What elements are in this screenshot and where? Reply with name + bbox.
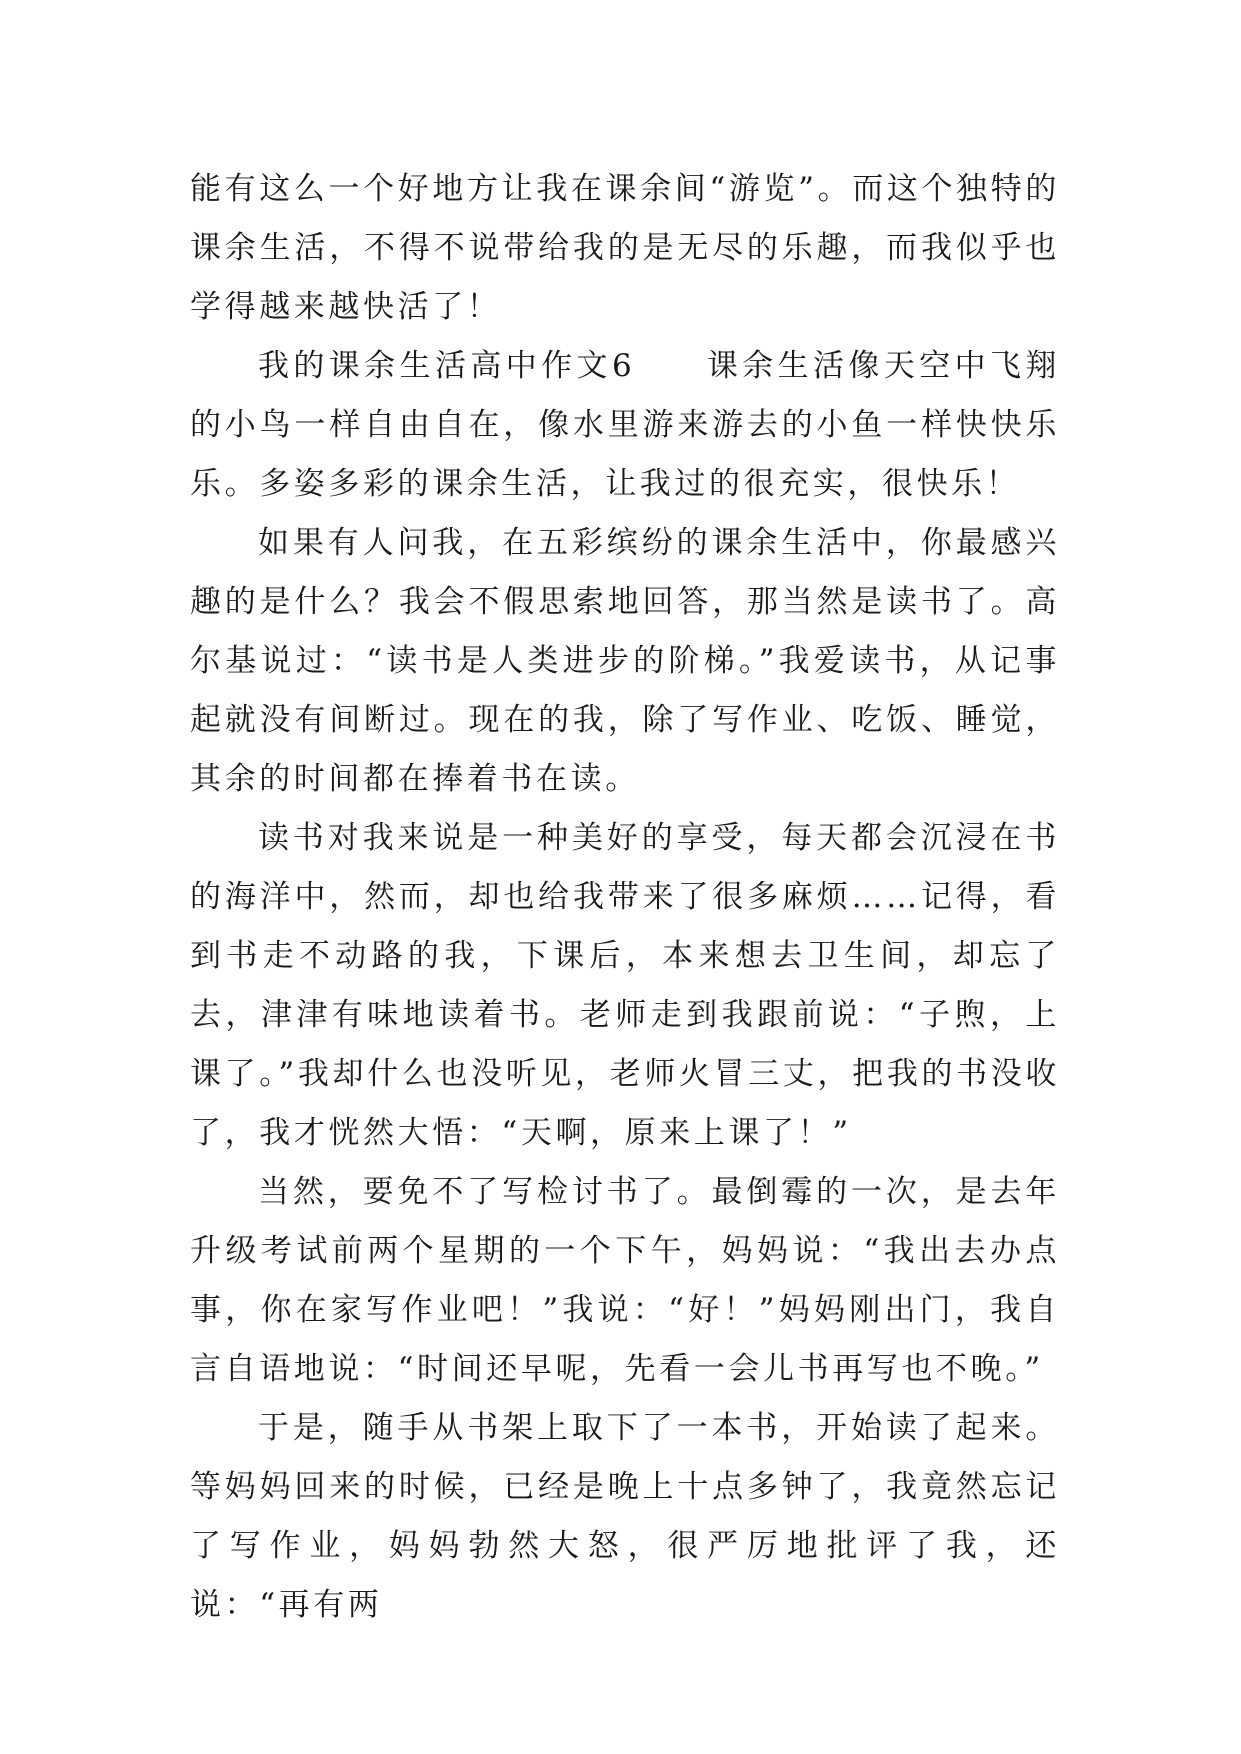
body-text <box>190 160 1060 1635</box>
paragraph-6: 于是，随手从书架上取下了一本书，开始读了起来。等妈妈回来的时候，已经是晚上十点多钟了，我竟然忘记了写作业，妈妈勃然大怒，很严厉地批评了我，还说：“再有两 <box>190 1410 1060 1623</box>
paragraph-1: 能有这么一个好地方让我在课余间“游览”。而这个独特的课余生活，不得不说带给我的是无尽的乐趣，而我似乎也学得越来越快活了！ <box>190 171 1060 325</box>
paragraph-4: 读书对我来说是一种美好的享受，每天都会沉浸在书的海洋中，然而，却也给我带来了很多麻烦……记得，看到书走不动路的我，下课后，本来想去卫生间，却忘了去，津津有味地读着书。老师走到我跟前说：“子煦，上课了。”我却什么也没听见，老师火冒三丈，把我的书没收了，我才恍然大悟：“天啊，原来上课了！” <box>190 820 1060 1151</box>
paragraph-3: 如果有人问我，在五彩缤纷的课余生活中，你最感兴趣的是什么？我会不假思索地回答，那当然是读书了。高尔基说过：“读书是人类进步的阶梯。”我爱读书，从记事起就没有间断过。现在的我，除了写作业、吃饭、睡觉，其余的时间都在捧着书在读。 <box>190 525 1060 797</box>
paragraph-5: 当然，要免不了写检讨书了。最倒霉的一次，是去年升级考试前两个星期的一个下午，妈妈说：“我出去办点事，你在家写作业吧！”我说：“好！”妈妈刚出门，我自言自语地说：“时间还早呢，先看一会儿书再写也不晚。” <box>190 1174 1060 1387</box>
paragraph-2: 我的课余生活高中作文6 课余生活像天空中飞翔的小鸟一样自由自在，像水里游来游去的小鱼一样快快乐乐。多姿多彩的课余生活，让我过的很充实，很快乐！ <box>190 348 1060 502</box>
